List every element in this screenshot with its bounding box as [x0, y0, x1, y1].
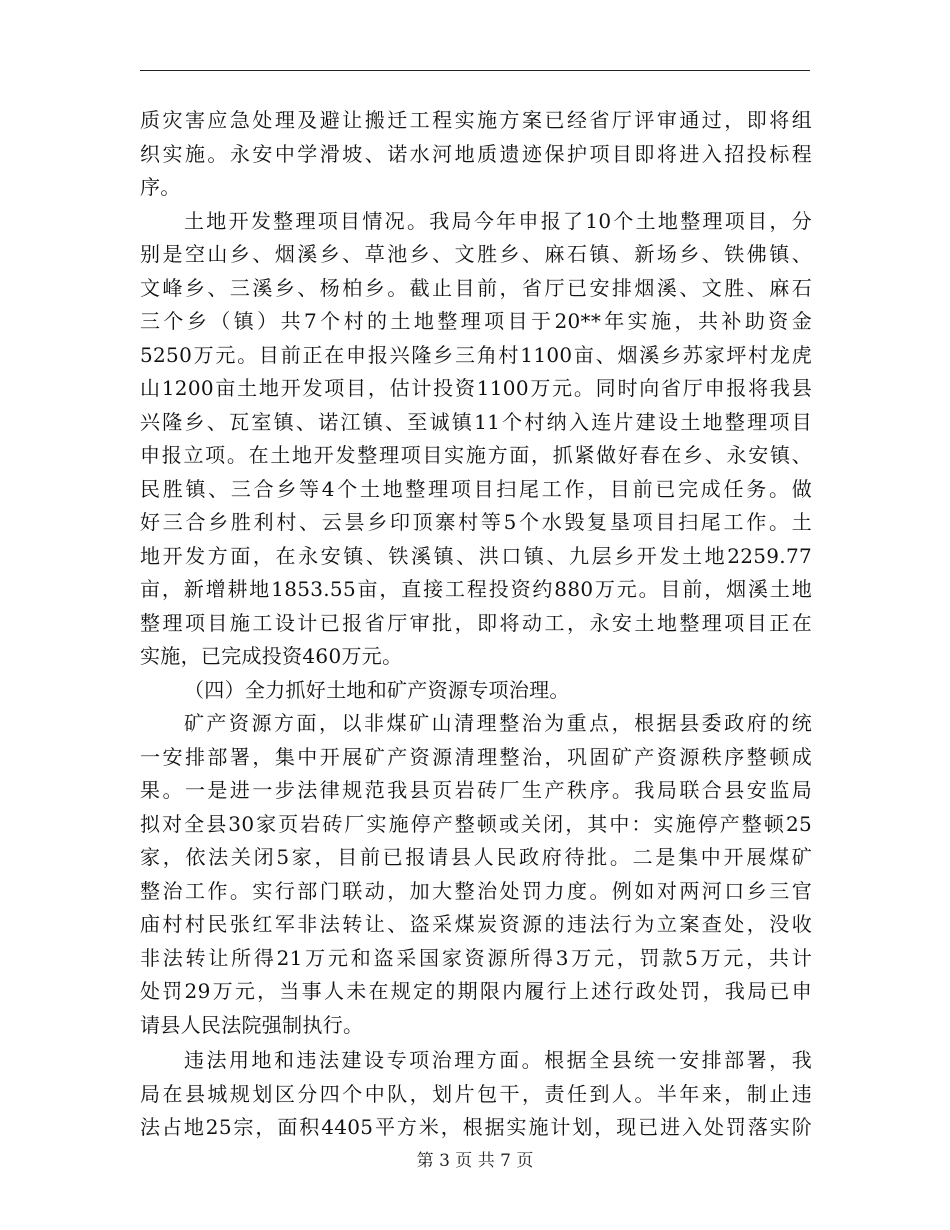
- text-line: 三个乡（镇）共7个村的土地整理项目于20**年实施，共补助资金: [140, 309, 812, 333]
- text-line: 地开发方面，在永安镇、铁溪镇、洪口镇、九层乡开发土地2259.77: [140, 543, 812, 568]
- text-line: 兴隆乡、瓦室镇、诺江镇、至诚镇11个村纳入连片建设土地整理项目: [140, 409, 812, 434]
- paragraph: [140, 205, 812, 674]
- text-line: 拟对全县30家页岩砖厂实施停产整顿或关闭，其中：实施停产整顿25: [140, 811, 812, 836]
- text-line: （四）全力抓好土地和矿产资源专项治理。: [184, 677, 570, 702]
- text-line: 局在县城规划区分四个中队，划片包干，责任到人。半年来，制止违: [140, 1081, 812, 1106]
- text-line: 山1200亩土地开发项目，估计投资1100万元。同时向省厅申报将我县: [140, 376, 812, 400]
- document-body: [140, 104, 812, 1145]
- text-line: 家，依法关闭5家，目前已报请县人民政府待批。二是集中开展煤矿: [140, 845, 812, 869]
- text-line: 违法用地和违法建设专项治理方面。根据全县统一安排部署，我: [184, 1048, 812, 1072]
- paragraph: [140, 707, 812, 1042]
- text-line: 整理项目施工设计已报省厅审批，即将动工，永安土地整理项目正在: [140, 610, 812, 635]
- page-number-footer: 第 3 页 共 7 页: [416, 1151, 534, 1171]
- text-line: 法占地25宗，面积4405平方米，根据实施计划，现已进入处罚落实阶: [140, 1115, 812, 1139]
- paragraph: [140, 1044, 812, 1145]
- text-line: 实施，已完成投资460万元。: [140, 644, 403, 668]
- section-heading: [140, 674, 812, 708]
- text-line: 亩，新增耕地1853.55亩，直接工程投资约880万元。目前，烟溪土地: [140, 577, 812, 601]
- text-line: 序。: [140, 175, 181, 199]
- text-line: 矿产资源方面，以非煤矿山清理整治为重点，根据县委政府的统: [184, 711, 812, 735]
- text-line: 土地开发整理项目情况。我局今年申报了10个土地整理项目，分: [184, 208, 812, 233]
- text-line: 整治工作。实行部门联动，加大整治处罚力度。例如对两河口乡三官: [140, 878, 812, 903]
- text-line: 文峰乡、三溪乡、杨柏乡。截止目前，省厅已安排烟溪、文胜、麻石: [140, 275, 812, 300]
- header-rule: [140, 70, 810, 71]
- text-line: 别是空山乡、烟溪乡、草池乡、文胜乡、麻石镇、新场乡、铁佛镇、: [140, 242, 812, 266]
- paragraph: [140, 104, 812, 205]
- text-line: 一安排部署，集中开展矿产资源清理整治，巩固矿产资源秩序整顿成: [140, 744, 812, 769]
- text-line: 请县人民法院强制执行。: [140, 1012, 364, 1037]
- text-line: 非法转让所得21万元和盗采国家资源所得3万元，罚款5万元，共计: [140, 945, 812, 970]
- text-line: 质灾害应急处理及避让搬迁工程实施方案已经省厅评审通过，即将组: [140, 108, 812, 132]
- text-line: 5250万元。目前正在申报兴隆乡三角村1100亩、烟溪乡苏家坪村龙虎: [140, 342, 812, 367]
- text-line: 庙村村民张红军非法转让、盗采煤炭资源的违法行为立案查处，没收: [140, 912, 812, 936]
- text-line: 织实施。永安中学滑坡、诺水河地质遗迹保护项目即将进入招投标程: [140, 141, 812, 166]
- text-line: 申报立项。在土地开发整理项目实施方面，抓紧做好春在乡、永安镇、: [140, 443, 812, 467]
- text-line: 民胜镇、三合乡等4个土地整理项目扫尾工作，目前已完成任务。做: [140, 476, 812, 501]
- text-line: 好三合乡胜利村、云昙乡印顶寨村等5个水毁复垦项目扫尾工作。土: [140, 510, 812, 534]
- text-line: 处罚29万元，当事人未在规定的期限内履行上述行政处罚，我局已申: [140, 979, 812, 1003]
- text-line: 果。一是进一步法律规范我县页岩砖厂生产秩序。我局联合县安监局: [140, 778, 812, 802]
